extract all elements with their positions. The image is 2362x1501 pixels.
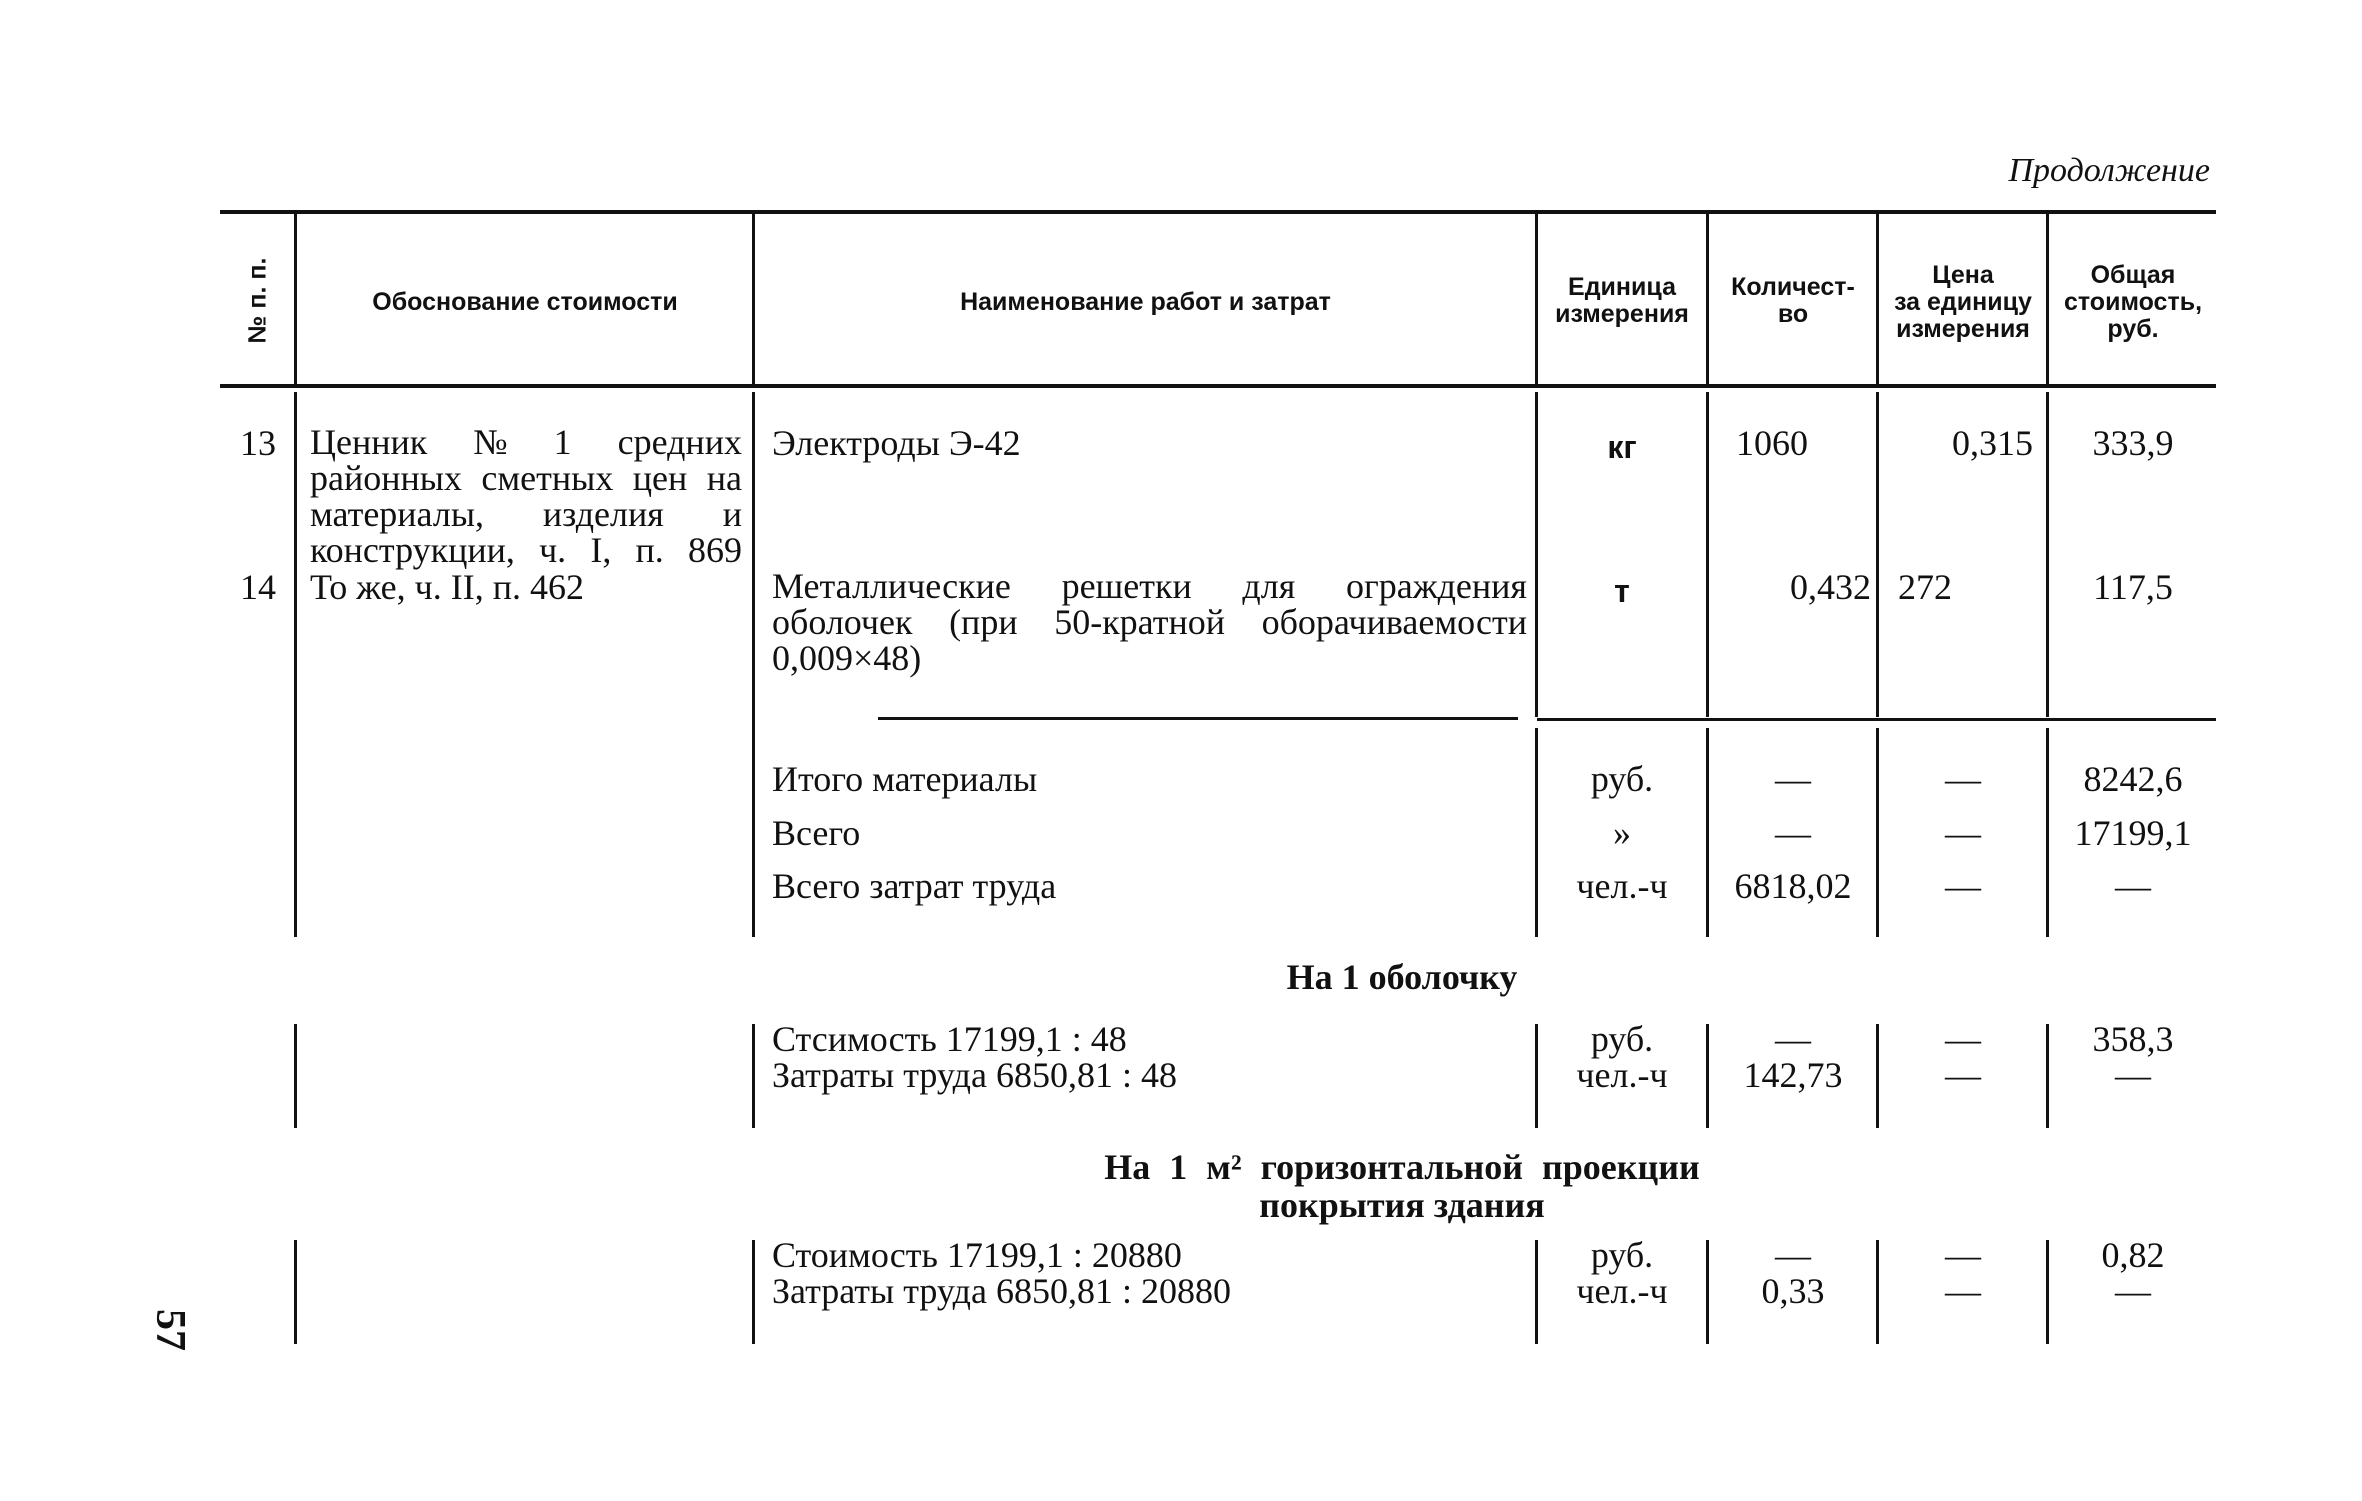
row-num: 14 xyxy=(240,567,276,607)
summary-qty: — xyxy=(1775,813,1811,853)
subtotal-divider-left xyxy=(878,717,1518,720)
summary-name: Всего xyxy=(772,813,861,853)
section-line-unit: руб. xyxy=(1590,1019,1654,1059)
row-num: 13 xyxy=(240,423,276,463)
section-line-name: Затраты труда 6850,81 : 48 xyxy=(772,1055,1177,1095)
row-name: Электроды Э-42 xyxy=(772,423,1021,463)
row-basis: Ценник № 1 средних районных сметных цен на материалы, изделия и конструкции, ч. I, п. 869 xyxy=(310,422,742,570)
row-basis: То же, ч. II, п. 462 xyxy=(310,567,585,607)
row-total: 117,5 xyxy=(2093,567,2173,607)
section-line-name: Стсимость 17199,1 : 48 xyxy=(772,1019,1127,1059)
section-line-price: — xyxy=(1945,1235,1981,1275)
summary-name: Всего затрат труда xyxy=(772,866,1057,906)
summary-name: Итого материалы xyxy=(772,759,1038,799)
subtotal-divider-right xyxy=(1537,718,2216,721)
section-line-price: — xyxy=(1945,1271,1981,1311)
row-total: 333,9 xyxy=(2092,423,2174,463)
section-line-qty: 142,73 xyxy=(1743,1055,1843,1095)
header-qty: Количест- во xyxy=(1731,273,1855,328)
row-price: 0,315 xyxy=(1952,423,2033,463)
summary-qty: — xyxy=(1775,759,1811,799)
section-line-unit: чел.-ч xyxy=(1576,1271,1668,1311)
row-price: 272 xyxy=(1898,567,1952,607)
section-title: На 1 оболочку xyxy=(1286,957,1518,997)
summary-price: — xyxy=(1945,866,1981,906)
table-top-rule xyxy=(220,210,2216,214)
header-unit: Единица измерения xyxy=(1555,273,1689,328)
header-basis: Обоснование стоимости xyxy=(372,288,678,316)
row-qty: 0,432 xyxy=(1790,567,1871,607)
section-line-price: — xyxy=(1945,1019,1981,1059)
summary-unit: руб. xyxy=(1590,759,1654,799)
summary-price: — xyxy=(1945,759,1981,799)
section-title: На 1 м² горизонтальной проекции покрытия здания xyxy=(1104,1147,1700,1225)
summary-qty: 6818,02 xyxy=(1734,866,1852,906)
header-bottom-rule xyxy=(220,384,2216,388)
section-line-name: Затраты труда 6850,81 : 20880 xyxy=(772,1271,1231,1311)
page-number: 57 xyxy=(147,1309,193,1351)
section-line-qty: 0,33 xyxy=(1761,1271,1825,1311)
header-total: Общая стоимость, руб. xyxy=(2063,261,2203,343)
section-line-unit: чел.-ч xyxy=(1576,1055,1668,1095)
header-num: № п. п. xyxy=(243,257,272,344)
section-line-price: — xyxy=(1945,1055,1981,1095)
row-unit: кг xyxy=(1607,429,1637,465)
row-unit: т xyxy=(1614,573,1630,609)
continuation-label: Продолжение xyxy=(2008,152,2210,189)
summary-price: — xyxy=(1945,813,1981,853)
summary-total: 17199,1 xyxy=(2074,813,2192,853)
section-line-name: Стоимость 17199,1 : 20880 xyxy=(772,1235,1182,1275)
section-line-unit: руб. xyxy=(1590,1235,1654,1275)
section-line-qty: — xyxy=(1775,1235,1811,1275)
section-line-total: 0,82 xyxy=(2101,1235,2165,1275)
section-line-total: — xyxy=(2115,1055,2151,1095)
summary-unit: » xyxy=(1613,813,1631,853)
section-line-total: — xyxy=(2115,1271,2151,1311)
header-price: Цена за единицу измерения xyxy=(1894,261,2032,343)
section-line-total: 358,3 xyxy=(2092,1019,2174,1059)
summary-unit: чел.-ч xyxy=(1576,866,1668,906)
row-name: Металлические решетки для ограждения оболочек (при 50-кратной оборачиваемости 0,009×48) xyxy=(772,566,1527,678)
summary-total: 8242,6 xyxy=(2083,759,2183,799)
summary-total: — xyxy=(2115,866,2151,906)
header-name: Наименование работ и затрат xyxy=(960,288,1331,316)
row-qty: 1060 xyxy=(1736,423,1808,463)
section-line-qty: — xyxy=(1775,1019,1811,1059)
